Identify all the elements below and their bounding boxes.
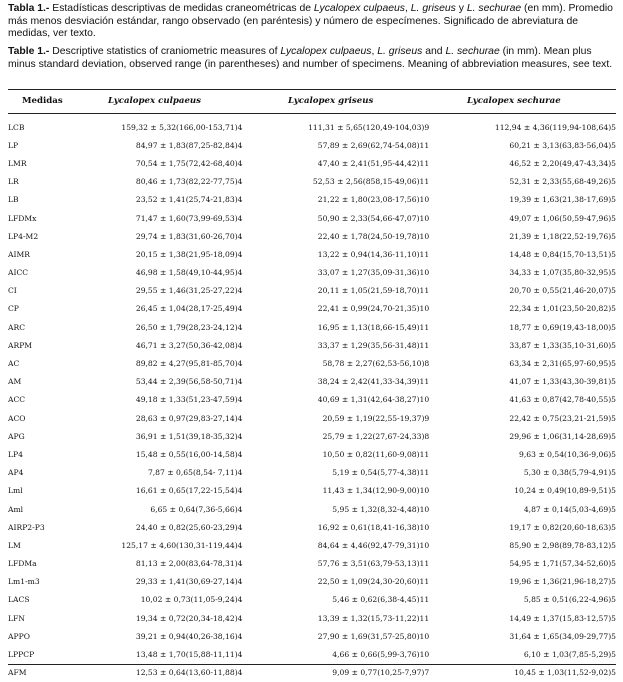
measure-name: ARC bbox=[8, 322, 26, 332]
measure-name: LP bbox=[8, 140, 19, 150]
species-name: L. sechurae bbox=[466, 3, 522, 14]
sechurae-value: 41,07 ± 1,33(43,30-39,81)5 bbox=[509, 377, 616, 387]
sechurae-value: 19,96 ± 1,36(21,96-18,27)5 bbox=[509, 577, 616, 587]
griseus-value: 33,07 ± 1,27(35,09-31,36)10 bbox=[317, 268, 430, 278]
griseus-value: 9,09 ± 0,77(10,25-7,97)7 bbox=[332, 668, 430, 678]
measure-name: LR bbox=[8, 177, 19, 187]
caption-text: , bbox=[371, 46, 378, 57]
caption-text: (en mm). Promedio más menos desviación estándar, rango observado (en paréntesis) y número de especímenes. Significado de abreviatura de medidas, ver texto. bbox=[8, 3, 613, 40]
table-top-rule bbox=[8, 89, 616, 90]
measure-name: LCB bbox=[8, 122, 25, 132]
table-row bbox=[8, 573, 616, 591]
table-row bbox=[8, 591, 616, 609]
caption-label: Tabla 1.- bbox=[8, 3, 50, 14]
sechurae-value: 29,96 ± 1,06(31,14-28,69)5 bbox=[509, 431, 616, 441]
griseus-value: 27,90 ± 1,69(31,57-25,80)10 bbox=[317, 631, 430, 641]
caption-text: (in mm). Mean plus minus standard deviation, observed range (in parentheses) and number of specimens. Meaning of abbreviation measures, see text. bbox=[8, 46, 613, 70]
culpaeus-value: 29,74 ± 1,83(31,60-26,70)4 bbox=[135, 231, 243, 241]
measure-name: LACS bbox=[8, 595, 30, 605]
measure-name: AICC bbox=[8, 268, 29, 278]
culpaeus-value: 10,02 ± 0,73(11,05-9,24)4 bbox=[140, 595, 243, 605]
griseus-value: 111,31 ± 5,65(120,49-104,03)9 bbox=[308, 122, 430, 132]
table-row bbox=[8, 154, 616, 172]
griseus-value: 5,95 ± 1,32(8,32-4,48)10 bbox=[332, 504, 430, 514]
measure-name: AC bbox=[8, 359, 20, 369]
measure-name: LP4-M2 bbox=[8, 231, 39, 241]
culpaeus-value: 23,52 ± 1,41(25,74-21,83)4 bbox=[135, 195, 243, 205]
table-row bbox=[8, 627, 616, 645]
culpaeus-value: 7,87 ± 0,65(8,54- 7,11)4 bbox=[147, 468, 243, 478]
griseus-value: 57,89 ± 2,69(62,74-54,08)11 bbox=[317, 140, 430, 150]
measure-name: LPPCP bbox=[8, 650, 35, 660]
culpaeus-value: 29,33 ± 1,41(30,69-27,14)4 bbox=[135, 577, 243, 587]
sechurae-value: 9,63 ± 0,54(10,36-9,06)5 bbox=[519, 449, 616, 459]
culpaeus-value: 159,32 ± 5,32(166,00-153,71)4 bbox=[121, 122, 243, 132]
griseus-value: 57,76 ± 3,51(63,79-53,13)11 bbox=[317, 559, 430, 569]
sechurae-value: 49,07 ± 1,06(50,59-47,96)5 bbox=[509, 213, 616, 223]
culpaeus-value: 71,47 ± 1,60(73,99-69,53)4 bbox=[135, 213, 243, 223]
griseus-value: 11,43 ± 1,34(12,90-9,00)10 bbox=[322, 486, 430, 496]
griseus-value: 33,37 ± 1,29(35,56-31,48)11 bbox=[317, 340, 430, 350]
measures-table-body bbox=[8, 118, 616, 682]
measure-name: Lm1-m3 bbox=[8, 577, 40, 587]
table-row bbox=[8, 209, 616, 227]
sechurae-value: 31,64 ± 1,65(34,09-29,77)5 bbox=[509, 631, 616, 641]
table-row bbox=[8, 555, 616, 573]
measure-name: LFDMx bbox=[8, 213, 37, 223]
table-row bbox=[8, 373, 616, 391]
table-row bbox=[8, 391, 616, 409]
table-row bbox=[8, 445, 616, 463]
culpaeus-value: 12,53 ± 0,64(13,60-11,88)4 bbox=[135, 668, 243, 678]
griseus-value: 50,90 ± 2,33(54,66-47,07)10 bbox=[317, 213, 430, 223]
caption-text: and bbox=[422, 46, 446, 57]
griseus-value: 38,24 ± 2,42(41,33-34,39)11 bbox=[317, 377, 430, 387]
table-row bbox=[8, 264, 616, 282]
sechurae-value: 6,10 ± 1,03(7,85-5,29)5 bbox=[523, 650, 616, 660]
measure-name: AIRP2-P3 bbox=[8, 522, 45, 532]
table-row bbox=[8, 354, 616, 372]
table-caption-english bbox=[8, 46, 616, 71]
sechurae-value: 85,90 ± 2,98(89,78-83,12)5 bbox=[509, 540, 616, 550]
griseus-value: 20,11 ± 1,05(21,59-18,70)11 bbox=[317, 286, 430, 296]
table-bottom-rule bbox=[8, 664, 616, 665]
measure-name: LFDMa bbox=[8, 559, 37, 569]
caption-text: , bbox=[405, 3, 411, 14]
measure-name: Aml bbox=[8, 504, 24, 514]
griseus-value: 16,92 ± 0,61(18,41-16,38)10 bbox=[317, 522, 430, 532]
sechurae-value: 5,30 ± 0,38(5,79-4,91)5 bbox=[523, 468, 616, 478]
measure-name: APPO bbox=[8, 631, 30, 641]
table-row bbox=[8, 318, 616, 336]
sechurae-value: 19,39 ± 1,63(21,38-17,69)5 bbox=[509, 195, 616, 205]
measure-name: CI bbox=[8, 286, 17, 296]
sechurae-value: 21,39 ± 1,18(22,52-19,76)5 bbox=[509, 231, 616, 241]
sechurae-value: 63,34 ± 2,31(65,97-60,95)5 bbox=[509, 359, 616, 369]
culpaeus-value: 28,63 ± 0,97(29,83-27,14)4 bbox=[135, 413, 243, 423]
table-row bbox=[8, 664, 616, 682]
griseus-value: 5,19 ± 0,54(5,77-4,38)11 bbox=[332, 468, 430, 478]
species-name: L. griseus bbox=[410, 3, 456, 14]
sechurae-value: 22,42 ± 0,75(23,21-21,59)5 bbox=[509, 413, 616, 423]
culpaeus-value: 53,44 ± 2,39(56,58-50,71)4 bbox=[135, 377, 243, 387]
column-header-culpaeus: Lycalopex culpaeus bbox=[108, 96, 201, 106]
table-row bbox=[8, 464, 616, 482]
table-header-rule bbox=[8, 113, 616, 114]
culpaeus-value: 125,17 ± 4,60(130,31-119,44)4 bbox=[121, 540, 243, 550]
measure-name: LMR bbox=[8, 158, 27, 168]
culpaeus-value: 20,15 ± 1,38(21,95-18,09)4 bbox=[135, 249, 243, 259]
culpaeus-value: 80,46 ± 1,73(82,22-77,75)4 bbox=[135, 177, 243, 187]
culpaeus-value: 15,48 ± 0,55(16,00-14,58)4 bbox=[135, 449, 243, 459]
table-row bbox=[8, 191, 616, 209]
table-row bbox=[8, 173, 616, 191]
griseus-value: 5,46 ± 0,62(6,38-4,45)11 bbox=[332, 595, 430, 605]
culpaeus-value: 46,98 ± 1,58(49,10-44,95)4 bbox=[135, 268, 243, 278]
sechurae-value: 52,31 ± 2,33(55,68-49,26)5 bbox=[509, 177, 616, 187]
species-name: L. sechurae bbox=[445, 46, 500, 57]
caption-label: Table 1.- bbox=[8, 46, 50, 57]
sechurae-value: 19,17 ± 0,82(20,60-18,63)5 bbox=[509, 522, 616, 532]
table-row bbox=[8, 136, 616, 154]
griseus-value: 25,79 ± 1,22(27,67-24,33)8 bbox=[322, 431, 430, 441]
griseus-value: 22,50 ± 1,09(24,30-20,60)11 bbox=[317, 577, 430, 587]
griseus-value: 22,41 ± 0,99(24,70-21,35)10 bbox=[317, 304, 430, 314]
species-name: Lycalopex culpaeus bbox=[313, 3, 405, 14]
culpaeus-value: 6,65 ± 0,64(7,36-5,66)4 bbox=[150, 504, 243, 514]
table-row bbox=[8, 645, 616, 663]
measure-name: ACO bbox=[8, 413, 26, 423]
griseus-value: 13,39 ± 1,32(15,73-11,22)11 bbox=[317, 613, 430, 623]
griseus-value: 84,64 ± 4,46(92,47-79,31)10 bbox=[317, 540, 430, 550]
culpaeus-value: 81,13 ± 2,00(83,64-78,31)4 bbox=[135, 559, 243, 569]
table-row bbox=[8, 518, 616, 536]
sechurae-value: 4,87 ± 0,14(5,03-4,69)5 bbox=[523, 504, 616, 514]
culpaeus-value: 26,50 ± 1,79(28,23-24,12)4 bbox=[135, 322, 243, 332]
culpaeus-value: 16,61 ± 0,65(17,22-15,54)4 bbox=[135, 486, 243, 496]
table-caption-spanish bbox=[8, 3, 616, 41]
column-header-griseus: Lycalopex griseus bbox=[288, 96, 374, 106]
table-row bbox=[8, 300, 616, 318]
griseus-value: 47,40 ± 2,41(51,95-44,42)11 bbox=[317, 158, 430, 168]
sechurae-value: 20,70 ± 0,55(21,46-20,07)5 bbox=[509, 286, 616, 296]
culpaeus-value: 49,18 ± 1,33(51,23-47,59)4 bbox=[135, 395, 243, 405]
culpaeus-value: 46,71 ± 3,27(50,36-42,08)4 bbox=[135, 340, 243, 350]
sechurae-value: 54,95 ± 1,71(57,34-52,60)5 bbox=[509, 559, 616, 569]
table-row bbox=[8, 282, 616, 300]
sechurae-value: 34,33 ± 1,07(35,80-32,95)5 bbox=[509, 268, 616, 278]
measure-name: CP bbox=[8, 304, 19, 314]
measure-name: Lml bbox=[8, 486, 23, 496]
species-name: Lycalopex culpaeus bbox=[280, 46, 372, 57]
sechurae-value: 112,94 ± 4,36(119,94-108,64)5 bbox=[494, 122, 616, 132]
column-header-measures: Medidas bbox=[22, 96, 63, 106]
griseus-value: 22,40 ± 1,78(24,50-19,78)10 bbox=[317, 231, 430, 241]
sechurae-value: 5,85 ± 0,51(6,22-4,96)5 bbox=[523, 595, 616, 605]
species-name: L. griseus bbox=[377, 46, 423, 57]
measure-name: LB bbox=[8, 195, 19, 205]
table-row bbox=[8, 118, 616, 136]
culpaeus-value: 84,97 ± 1,83(87,25-82,84)4 bbox=[135, 140, 243, 150]
sechurae-value: 14,49 ± 1,37(15,83-12,57)5 bbox=[509, 613, 616, 623]
culpaeus-value: 89,82 ± 4,27(95,81-85,70)4 bbox=[135, 359, 243, 369]
measure-name: LFN bbox=[8, 613, 25, 623]
sechurae-value: 60,21 ± 3,13(63,83-56,04)5 bbox=[509, 140, 616, 150]
culpaeus-value: 26,45 ± 1,04(28,17-25,49)4 bbox=[135, 304, 243, 314]
griseus-value: 13,22 ± 0,94(14,36-11,10)11 bbox=[317, 249, 430, 259]
sechurae-value: 18,77 ± 0,69(19,43-18,00)5 bbox=[509, 322, 616, 332]
culpaeus-value: 39,21 ± 0,94(40,26-38,16)4 bbox=[135, 631, 243, 641]
griseus-value: 16,95 ± 1,13(18,66-15,49)11 bbox=[317, 322, 430, 332]
table-row bbox=[8, 409, 616, 427]
table-row bbox=[8, 482, 616, 500]
sechurae-value: 10,24 ± 0,49(10,89-9,51)5 bbox=[514, 486, 616, 496]
griseus-value: 58,78 ± 2,27(62,53-56,10)8 bbox=[322, 359, 430, 369]
griseus-value: 21,22 ± 1,80(23,08-17,56)10 bbox=[317, 195, 430, 205]
griseus-value: 52,53 ± 2,56(858,15-49,06)11 bbox=[312, 177, 430, 187]
table-row bbox=[8, 427, 616, 445]
caption-text: Descriptive statistics of craniometric measures of bbox=[49, 46, 281, 57]
sechurae-value: 22,34 ± 1,01(23,50-20,82)5 bbox=[509, 304, 616, 314]
measure-name: AM bbox=[8, 377, 22, 387]
measure-name: ACC bbox=[8, 395, 26, 405]
table-row bbox=[8, 336, 616, 354]
griseus-value: 20,59 ± 1,19(22,55-19,37)9 bbox=[322, 413, 430, 423]
culpaeus-value: 36,91 ± 1,51(39,18-35,32)4 bbox=[135, 431, 243, 441]
culpaeus-value: 29,55 ± 1,46(31,25-27,22)4 bbox=[135, 286, 243, 296]
sechurae-value: 14,48 ± 0,84(15,70-13,51)5 bbox=[509, 249, 616, 259]
measure-name: AFM bbox=[8, 668, 27, 678]
column-header-sechurae: Lycalopex sechurae bbox=[467, 96, 561, 106]
sechurae-value: 46,52 ± 2,20(49,47-43,34)5 bbox=[509, 158, 616, 168]
griseus-value: 40,69 ± 1,31(42,64-38,27)10 bbox=[317, 395, 430, 405]
sechurae-value: 33,87 ± 1,33(35,10-31,60)5 bbox=[509, 340, 616, 350]
sechurae-value: 10,45 ± 1,03(11,52-9,02)5 bbox=[514, 668, 616, 678]
measure-name: AP4 bbox=[8, 468, 24, 478]
measure-name: AIMR bbox=[8, 249, 30, 259]
caption-text: y bbox=[455, 3, 467, 14]
measure-name: ARPM bbox=[8, 340, 33, 350]
table-row bbox=[8, 500, 616, 518]
table-row bbox=[8, 245, 616, 263]
measures-table bbox=[8, 118, 616, 682]
culpaeus-value: 24,40 ± 0,82(25,60-23,29)4 bbox=[135, 522, 243, 532]
griseus-value: 10,50 ± 0,82(11,60-9,08)11 bbox=[322, 449, 430, 459]
culpaeus-value: 70,54 ± 1,75(72,42-68,40)4 bbox=[135, 158, 243, 168]
table-row bbox=[8, 609, 616, 627]
measure-name: LM bbox=[8, 540, 21, 550]
measure-name: LP4 bbox=[8, 449, 23, 459]
measure-name: APG bbox=[8, 431, 25, 441]
culpaeus-value: 13,48 ± 1,70(15,88-11,11)4 bbox=[135, 650, 243, 660]
sechurae-value: 41,63 ± 0,87(42,78-40,55)5 bbox=[509, 395, 616, 405]
culpaeus-value: 19,34 ± 0,72(20,34-18,42)4 bbox=[135, 613, 243, 623]
table-row bbox=[8, 536, 616, 554]
caption-text: Estadísticas descriptivas de medidas craneométricas de bbox=[49, 3, 314, 14]
table-row bbox=[8, 227, 616, 245]
griseus-value: 4,66 ± 0,66(5,99-3,76)10 bbox=[332, 650, 430, 660]
